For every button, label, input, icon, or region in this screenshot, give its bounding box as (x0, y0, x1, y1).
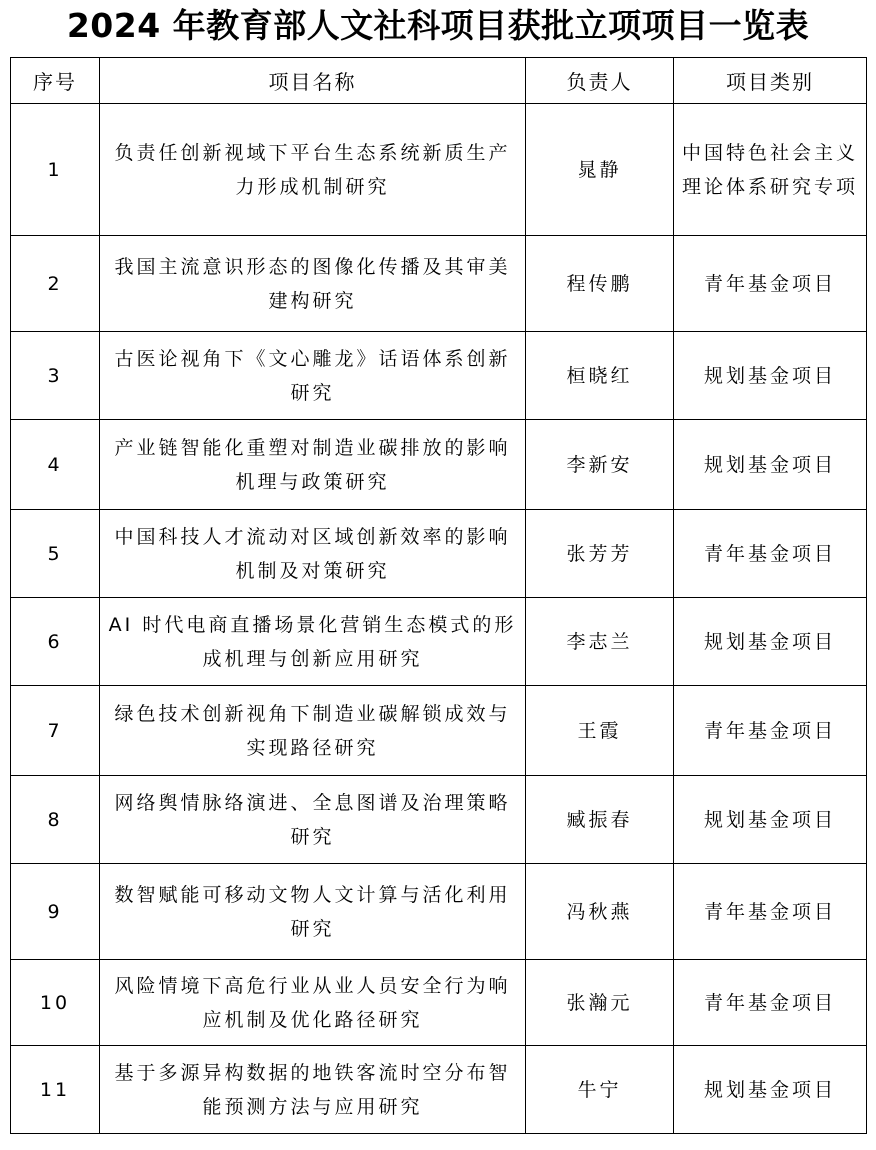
table-row (11, 510, 867, 598)
row-leader: 牛宁 (526, 1046, 674, 1134)
row-num: 6 (11, 598, 100, 686)
row-project-name: 古医论视角下《文心雕龙》话语体系创新研究 (100, 332, 526, 420)
header-name: 项目名称 (100, 58, 526, 104)
row-project-name: 绿色技术创新视角下制造业碳解锁成效与实现路径研究 (100, 686, 526, 776)
row-project-name: 中国科技人才流动对区域创新效率的影响机制及对策研究 (100, 510, 526, 598)
row-num: 7 (11, 686, 100, 776)
header-num: 序号 (11, 58, 100, 104)
row-num: 2 (11, 236, 100, 332)
row-leader: 桓晓红 (526, 332, 674, 420)
row-num: 10 (11, 960, 100, 1046)
row-project-name: 网络舆情脉络演进、全息图谱及治理策略研究 (100, 776, 526, 864)
row-category: 规划基金项目 (674, 776, 867, 864)
row-leader: 臧振春 (526, 776, 674, 864)
row-leader: 王霞 (526, 686, 674, 776)
row-project-name: 数智赋能可移动文物人文计算与活化利用研究 (100, 864, 526, 960)
row-category: 青年基金项目 (674, 864, 867, 960)
row-leader: 程传鹏 (526, 236, 674, 332)
table-row (11, 776, 867, 864)
row-leader: 冯秋燕 (526, 864, 674, 960)
row-num: 3 (11, 332, 100, 420)
row-category: 青年基金项目 (674, 686, 867, 776)
row-project-name: 基于多源异构数据的地铁客流时空分布智能预测方法与应用研究 (100, 1046, 526, 1134)
row-category: 规划基金项目 (674, 1046, 867, 1134)
table-row (11, 104, 867, 236)
header-category: 项目类别 (674, 58, 867, 104)
row-leader: 李新安 (526, 420, 674, 510)
row-project-name: 风险情境下高危行业从业人员安全行为响应机制及优化路径研究 (100, 960, 526, 1046)
row-num: 9 (11, 864, 100, 960)
table-row (11, 864, 867, 960)
row-leader: 张瀚元 (526, 960, 674, 1046)
row-project-name: 产业链智能化重塑对制造业碳排放的影响机理与政策研究 (100, 420, 526, 510)
row-category: 青年基金项目 (674, 236, 867, 332)
row-category: 规划基金项目 (674, 420, 867, 510)
row-leader: 张芳芳 (526, 510, 674, 598)
row-num: 5 (11, 510, 100, 598)
row-num: 4 (11, 420, 100, 510)
row-category: 规划基金项目 (674, 332, 867, 420)
row-num: 1 (11, 104, 100, 236)
row-project-name: AI 时代电商直播场景化营销生态模式的形成机理与创新应用研究 (100, 598, 526, 686)
table-row (11, 332, 867, 420)
row-num: 8 (11, 776, 100, 864)
row-leader: 李志兰 (526, 598, 674, 686)
row-project-name: 负责任创新视域下平台生态系统新质生产力形成机制研究 (100, 104, 526, 236)
table-row (11, 1046, 867, 1134)
header-leader: 负责人 (526, 58, 674, 104)
row-category: 青年基金项目 (674, 510, 867, 598)
table-row (11, 960, 867, 1046)
page-title: 2024 年教育部人文社科项目获批立项项目一览表 (66, 6, 810, 45)
row-leader: 晁静 (526, 104, 674, 236)
projects-table (10, 57, 867, 1134)
table-row (11, 686, 867, 776)
row-category: 青年基金项目 (674, 960, 867, 1046)
table-row (11, 236, 867, 332)
table-row (11, 598, 867, 686)
table-header-row (11, 58, 867, 104)
row-category: 中国特色社会主义理论体系研究专项 (674, 104, 867, 236)
row-project-name: 我国主流意识形态的图像化传播及其审美建构研究 (100, 236, 526, 332)
row-category: 规划基金项目 (674, 598, 867, 686)
table-row (11, 420, 867, 510)
row-num: 11 (11, 1046, 100, 1134)
